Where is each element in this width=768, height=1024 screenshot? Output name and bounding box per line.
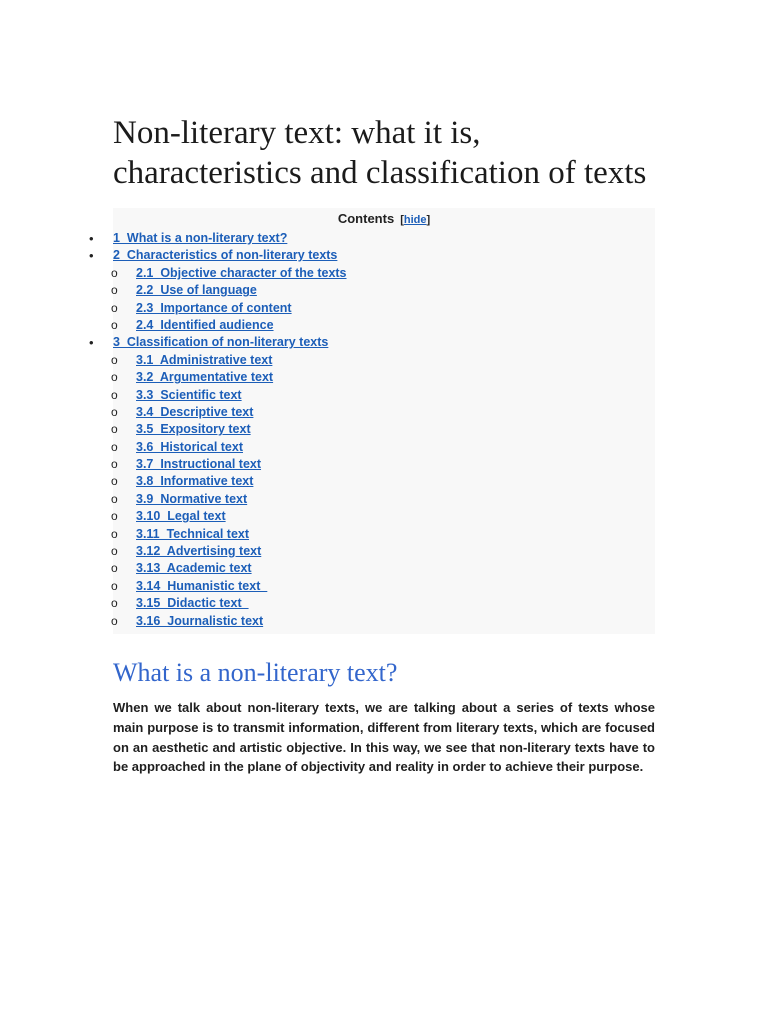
toc-link[interactable]: 3.16 Journalistic text <box>136 613 264 628</box>
circle-bullet-icon: o <box>111 387 118 402</box>
toc-hide-link[interactable]: hide <box>403 214 427 226</box>
toc-hide-toggle: [hide] <box>400 214 431 226</box>
toc-item <box>113 613 655 630</box>
toc-link[interactable]: 3.8 Informative text <box>136 474 254 489</box>
toc-item <box>113 352 655 369</box>
circle-bullet-icon: o <box>111 596 118 611</box>
toc-item <box>113 491 655 508</box>
bullet-icon: • <box>89 231 94 246</box>
toc-link[interactable]: 2.2 Use of language <box>136 283 257 298</box>
toc-link[interactable]: 3.5 Expository text <box>136 422 251 437</box>
circle-bullet-icon: o <box>111 422 118 437</box>
toc-link[interactable]: 3.3 Scientific text <box>136 387 242 402</box>
toc-item <box>89 334 655 351</box>
toc-link[interactable]: 2.4 Identified audience <box>136 317 274 332</box>
circle-bullet-icon: o <box>111 352 118 367</box>
toc-item <box>89 230 655 247</box>
circle-bullet-icon: o <box>111 509 118 524</box>
toc-link[interactable]: 2.1 Objective character of the texts <box>136 265 347 280</box>
circle-bullet-icon: o <box>111 370 118 385</box>
toc-link[interactable]: 3.14 Humanistic text <box>136 578 268 593</box>
toc-item <box>113 439 655 456</box>
article <box>89 0 655 777</box>
toc-link[interactable]: 2.3 Importance of content <box>136 300 292 315</box>
circle-bullet-icon: o <box>111 526 118 541</box>
toc-link[interactable]: 3.7 Instructional text <box>136 457 262 472</box>
circle-bullet-icon: o <box>111 491 118 506</box>
toc-link[interactable]: 3.9 Normative text <box>136 491 248 506</box>
toc-item <box>113 543 655 560</box>
toc-link[interactable]: 3.2 Argumentative text <box>136 370 274 385</box>
circle-bullet-icon: o <box>111 300 118 315</box>
toc-item <box>113 317 655 334</box>
toc-item <box>113 526 655 543</box>
circle-bullet-icon: o <box>111 474 118 489</box>
circle-bullet-icon: o <box>111 561 118 576</box>
toc-item <box>113 404 655 421</box>
circle-bullet-icon: o <box>111 404 118 419</box>
toc-link[interactable]: 3.10 Legal text <box>136 509 226 524</box>
toc-item <box>113 300 655 317</box>
circle-bullet-icon: o <box>111 613 118 628</box>
bullet-icon: • <box>89 335 94 351</box>
toc-item <box>89 247 655 264</box>
toc-item <box>113 387 655 404</box>
toc-link[interactable]: 3.6 Historical text <box>136 439 243 454</box>
section-paragraph: When we talk about non-literary texts, we are talking about a series of texts whose main purpose is to transmit information, different from literary texts, which are focused on an aesthetic and artistic objective. In this way, we see that non-literary texts have to be approached in the plane of objectivity and reality in order to achieve their purpose. <box>113 699 655 775</box>
circle-bullet-icon: o <box>111 544 118 559</box>
circle-bullet-icon: o <box>111 457 118 472</box>
toc-item <box>113 421 655 438</box>
toc-link[interactable]: 3.15 Didactic text <box>136 596 249 611</box>
toc-item <box>113 508 655 525</box>
circle-bullet-icon: o <box>111 283 118 298</box>
toc-title: Contents <box>337 211 395 226</box>
toc-link[interactable]: 3.4 Descriptive text <box>136 404 254 419</box>
bullet-icon: • <box>89 248 94 264</box>
circle-bullet-icon: o <box>111 439 118 454</box>
page-title: Non-literary text: what it is, characteristics and classification of texts <box>113 115 647 191</box>
toc-item <box>113 369 655 386</box>
toc-link[interactable]: 2 Characteristics of non-literary texts <box>113 248 338 263</box>
toc-item <box>113 456 655 473</box>
toc-link[interactable]: 3.13 Academic text <box>136 561 252 576</box>
toc-item <box>113 265 655 282</box>
toc-link[interactable]: 3.1 Administrative text <box>136 352 273 367</box>
toc-item <box>113 595 655 612</box>
toc-link[interactable]: 3.11 Technical text <box>136 526 250 541</box>
toc-link[interactable]: 3 Classification of non-literary texts <box>113 335 329 350</box>
circle-bullet-icon: o <box>111 317 118 332</box>
section-heading: What is a non-literary text? <box>113 657 398 687</box>
toc-item <box>113 473 655 490</box>
circle-bullet-icon: o <box>111 265 118 280</box>
toc-item <box>113 578 655 595</box>
circle-bullet-icon: o <box>111 578 118 593</box>
toc-link[interactable]: 1 What is a non-literary text? <box>113 231 288 245</box>
toc-list <box>89 230 655 630</box>
table-of-contents <box>89 208 655 634</box>
toc-header <box>113 208 655 230</box>
toc-item <box>113 282 655 299</box>
toc-item <box>113 560 655 577</box>
toc-link[interactable]: 3.12 Advertising text <box>136 544 262 559</box>
